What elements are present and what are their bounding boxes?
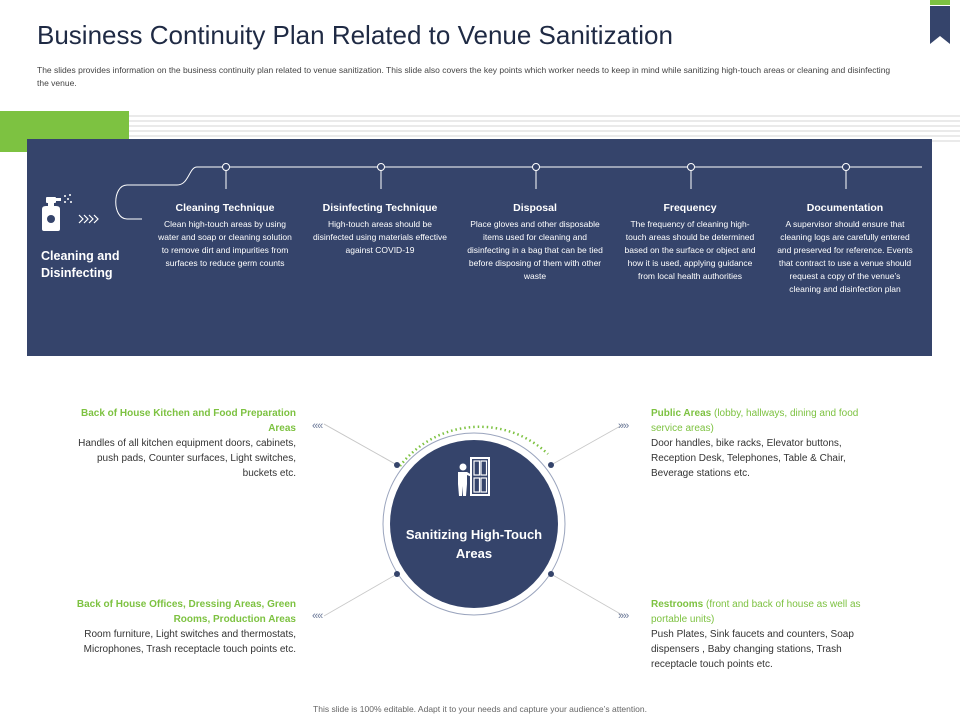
- chevron-right-icon: »»: [618, 420, 629, 432]
- chevron-left-icon: ««: [312, 420, 323, 432]
- person-door-icon: [454, 456, 492, 498]
- step-body: High-touch areas should be disinfected using materials effective against COVID-19: [312, 219, 448, 255]
- step-title: Frequency: [663, 202, 717, 214]
- step-title: Documentation: [806, 202, 884, 214]
- quadrant-offices: [66, 597, 296, 657]
- chevron-right-icon: »»: [618, 610, 629, 622]
- quadrant-public-areas: [651, 406, 881, 481]
- step-body: Place gloves and other disposable items used for cleaning and disinfecting in a bag that can be tied before disposing of them with other waste: [467, 219, 603, 281]
- step-disposal: [467, 202, 603, 283]
- step-disinfecting-technique: [312, 202, 448, 257]
- quadrant-title: Public Areas: [651, 408, 712, 419]
- hub-label: Sanitizing High-Touch Areas: [405, 527, 543, 561]
- quadrant-body: Handles of all kitchen equipment doors, cabinets, push pads, Counter surfaces, Light switches, buckets etc.: [78, 438, 296, 479]
- quadrant-subtitle: (front and back of house as well as portable units): [651, 599, 861, 625]
- step-cleaning-technique: [157, 202, 293, 270]
- page-title: Business Continuity Plan Related to Venue Sanitization: [37, 20, 673, 50]
- step-title: Cleaning Technique: [175, 202, 275, 214]
- quadrant-subtitle: (lobby, hallways, dining and food service areas): [651, 408, 859, 434]
- spray-bottle-icon: [36, 193, 80, 233]
- chevron-left-icon: ««: [312, 610, 323, 622]
- quadrant-body: Room furniture, Light switches and thermostats, Microphones, Trash receptacle touch points etc.: [83, 629, 296, 655]
- step-body: The frequency of cleaning high-touch areas should be determined based on the surface or object and how it is used, applying guidance from local health authorities: [624, 219, 756, 281]
- bookmark-icon: [930, 0, 950, 44]
- quadrant-title: Back of House Kitchen and Food Preparation Areas: [80, 408, 296, 434]
- panel-main-label: Cleaning and Disinfecting: [41, 249, 120, 280]
- quadrant-body: Push Plates, Sink faucets and counters, Soap dispensers , Baby changing stations, Trash receptacle touch points etc.: [651, 629, 854, 670]
- step-body: A supervisor should ensure that cleaning logs are carefully entered and preserved for reference. Events that contract to use a venue should request a copy of the venue’s cleaning and disinfection plan: [777, 219, 913, 294]
- quadrant-restrooms: [651, 597, 881, 672]
- quadrant-title: Back of House Offices, Dressing Areas, Green Rooms, Production Areas: [76, 599, 296, 625]
- footer-note: This slide is 100% editable. Adapt it to your needs and capture your audience’s attention.: [313, 704, 647, 714]
- step-frequency: [622, 202, 758, 283]
- quadrant-title: Restrooms: [651, 599, 704, 610]
- step-documentation: [777, 202, 913, 296]
- step-title: Disposal: [513, 202, 557, 214]
- step-title: Disinfecting Technique: [322, 202, 438, 214]
- page-subtitle: The slides provides information on the business continuity plan related to venue sanitization. This slide also covers the key points which worker needs to keep in mind while sanitizing high-touch areas or cleaning and disinfecting the venue.: [37, 65, 891, 88]
- step-body: Clean high-touch areas by using water and soap or cleaning solution to remove dirt and impurities from surfaces to reduce germ counts: [158, 219, 292, 268]
- quadrant-body: Door handles, bike racks, Elevator buttons, Reception Desk, Telephones, Table & Chair, Beverage stations etc.: [651, 438, 846, 479]
- quadrant-kitchen: [66, 406, 296, 481]
